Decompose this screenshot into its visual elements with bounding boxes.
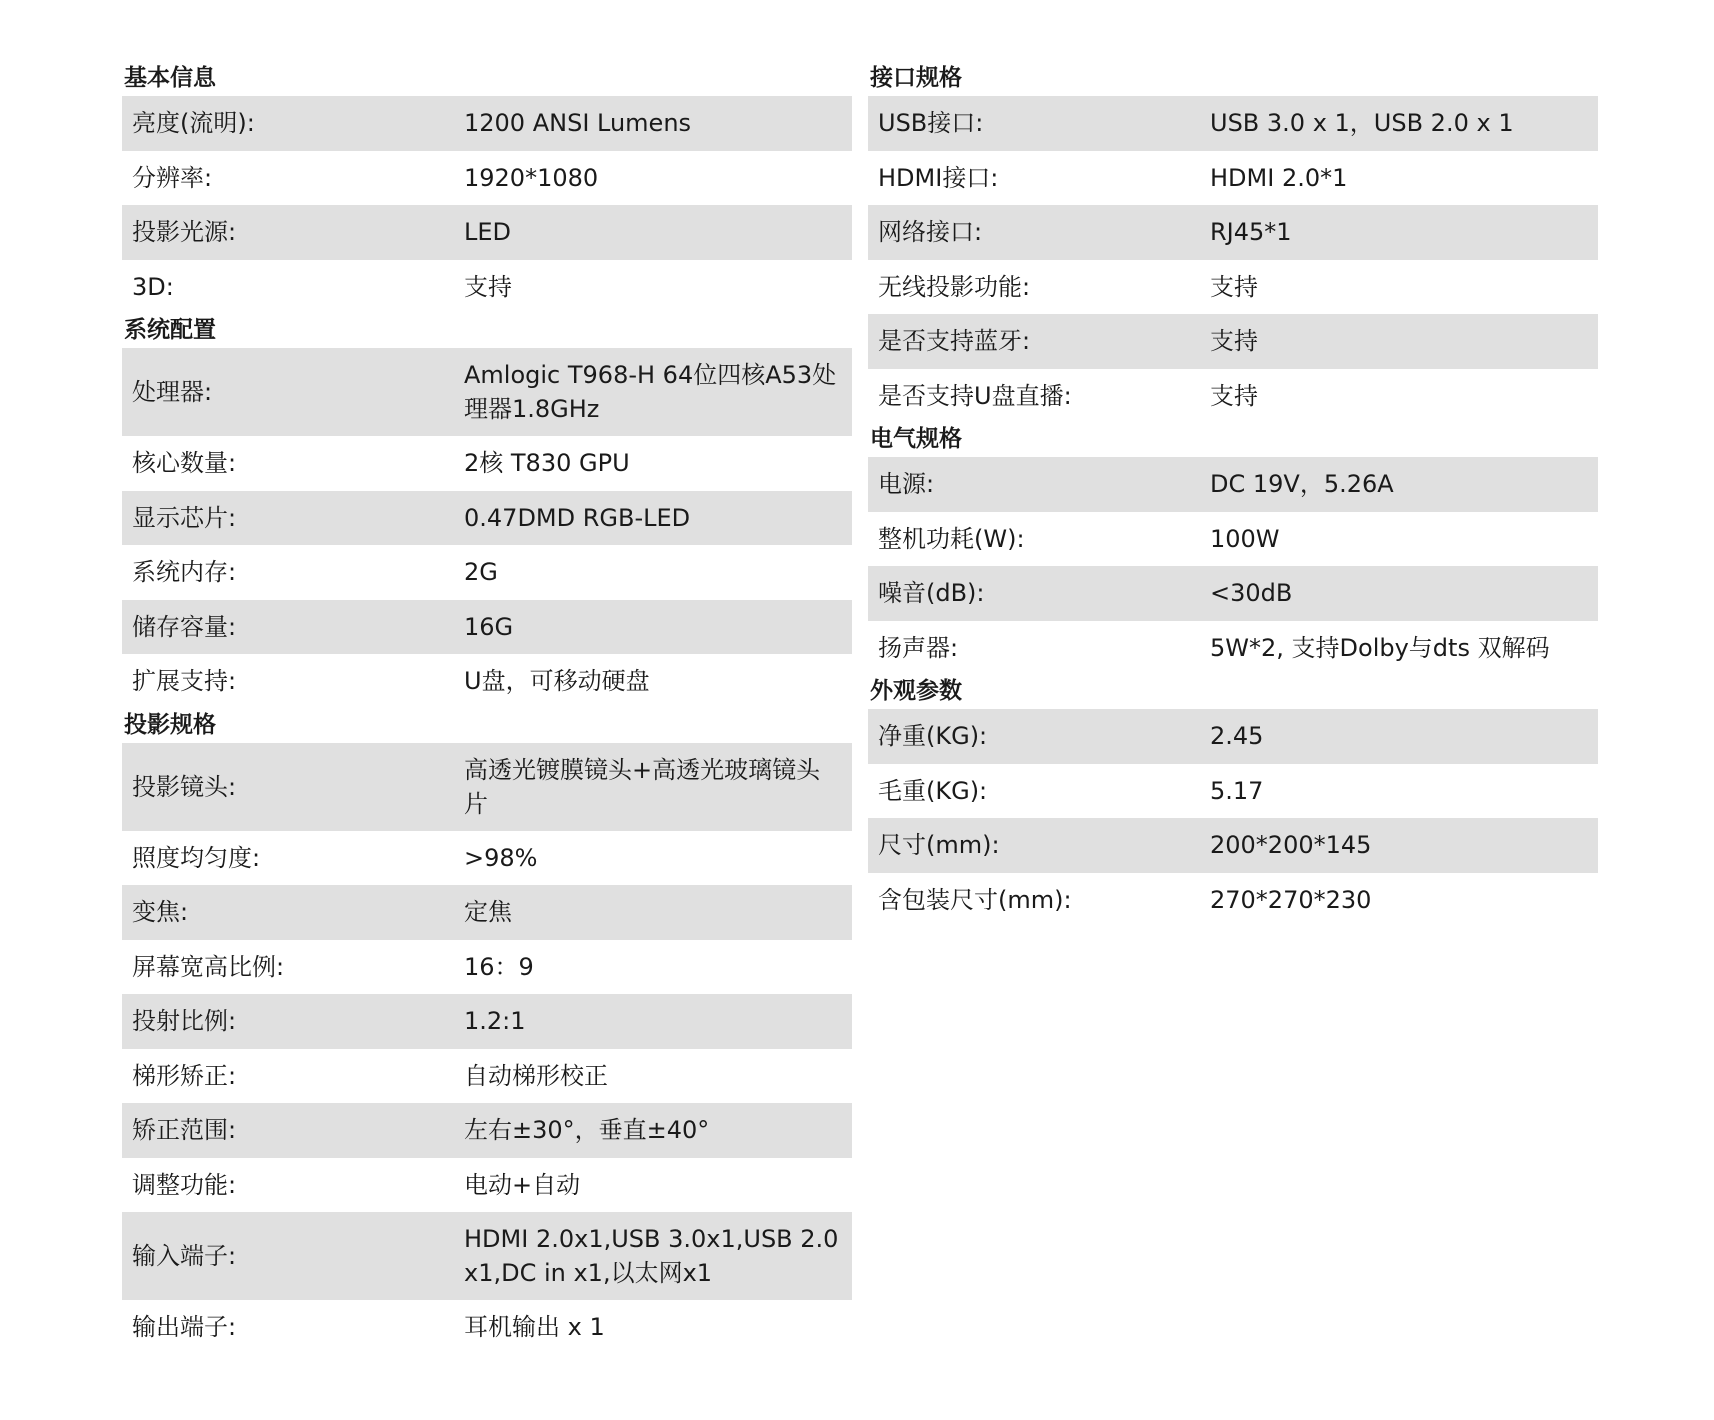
spec-label: 输入端子:: [132, 1242, 237, 1270]
spec-value: <30dB: [1210, 579, 1293, 608]
spec-row-display-chip: [122, 491, 852, 546]
spec-label: 显示芯片:: [132, 503, 237, 532]
spec-value: 1.2:1: [464, 1007, 526, 1036]
section-title-projection-specs: 投影规格: [124, 711, 216, 738]
spec-row-dimensions: [868, 818, 1598, 873]
spec-value: DC 19V，5.26A: [1210, 470, 1394, 499]
spec-label: 屏幕宽高比例:: [132, 952, 285, 981]
spec-value: 自动梯形校正: [464, 1061, 608, 1090]
spec-row-noise: [868, 566, 1598, 621]
spec-label: 扬声器:: [878, 633, 959, 662]
spec-row-storage: [122, 600, 852, 655]
spec-value: 2G: [464, 558, 498, 587]
spec-label: 分辨率:: [132, 163, 213, 192]
spec-label: 3D:: [132, 272, 174, 301]
spec-value: 200*200*145: [1210, 831, 1372, 860]
spec-row-power-consumption: [868, 512, 1598, 567]
spec-label: 投影光源:: [132, 218, 237, 247]
spec-row-speaker: [868, 621, 1598, 676]
spec-value: 1920*1080: [464, 163, 599, 192]
spec-label: 输出端子:: [132, 1313, 237, 1342]
spec-label: 净重(KG):: [878, 722, 988, 751]
spec-value: 支持: [1210, 272, 1258, 301]
spec-value: 左右±30°，垂直±40°: [464, 1116, 710, 1145]
spec-label: HDMI接口:: [878, 163, 999, 192]
spec-label: 噪音(dB):: [878, 579, 985, 608]
spec-row-resolution: [122, 151, 852, 206]
spec-label: 系统内存:: [132, 558, 237, 587]
spec-row-correction-range: [122, 1103, 852, 1158]
spec-row-network: [868, 205, 1598, 260]
spec-label: 照度均匀度:: [132, 843, 261, 872]
spec-value: HDMI 2.0x1,USB 3.0x1,USB 2.0 x1,DC in x1,以太网x1: [464, 1225, 839, 1287]
spec-column-right: [868, 62, 1598, 927]
spec-label: 电源:: [878, 470, 935, 499]
spec-value: Amlogic T968-H 64位四核A53处理器1.8GHz: [464, 361, 837, 423]
spec-value: HDMI 2.0*1: [1210, 163, 1348, 192]
spec-row-memory: [122, 545, 852, 600]
spec-value: 2.45: [1210, 722, 1264, 751]
spec-value: 耳机输出 x 1: [464, 1313, 605, 1342]
spec-value: 支持: [1210, 381, 1258, 410]
spec-label: 亮度(流明):: [132, 109, 255, 138]
spec-row-adjustment: [122, 1158, 852, 1213]
section-title-appearance: 外观参数: [870, 678, 962, 704]
spec-value: USB 3.0 x 1，USB 2.0 x 1: [1210, 109, 1514, 138]
spec-value: LED: [464, 218, 512, 247]
spec-row-zoom: [122, 885, 852, 940]
spec-value: 5.17: [1210, 776, 1264, 805]
spec-label: 含包装尺寸(mm):: [878, 885, 1072, 914]
spec-row-power-supply: [868, 457, 1598, 512]
spec-value: 16：9: [464, 952, 534, 981]
spec-label: 调整功能:: [132, 1170, 237, 1199]
spec-row-light-source: [122, 205, 852, 260]
spec-row-3d: [122, 260, 852, 315]
spec-value: 2核 T830 GPU: [464, 449, 630, 478]
spec-value: 100W: [1210, 524, 1280, 553]
spec-row-gross-weight: [868, 764, 1598, 819]
spec-value: 5W*2, 支持Dolby与dts 双解码: [1210, 633, 1550, 662]
section-title-basic-info: 基本信息: [124, 65, 216, 91]
spec-value: 1200 ANSI Lumens: [464, 109, 692, 138]
spec-column-left: [122, 62, 852, 1355]
spec-row-wireless-projection: [868, 260, 1598, 315]
spec-value: 电动+自动: [464, 1170, 581, 1199]
spec-value: 支持: [1210, 327, 1258, 356]
spec-value: 16G: [464, 612, 514, 641]
spec-value: 0.47DMD RGB-LED: [464, 503, 691, 532]
spec-value: 高透光镀膜镜头+高透光玻璃镜头片: [464, 755, 821, 818]
section-title-electrical-specs: 电气规格: [870, 426, 962, 452]
spec-row-lens: [122, 743, 852, 831]
spec-row-throw-ratio: [122, 994, 852, 1049]
spec-label: 储存容量:: [132, 612, 237, 641]
spec-label: 扩展支持:: [132, 667, 237, 696]
spec-row-usb-playback: [868, 369, 1598, 424]
section-title-interface-specs: 接口规格: [870, 65, 962, 91]
spec-row-net-weight: [868, 709, 1598, 764]
spec-row-output-ports: [122, 1300, 852, 1355]
spec-row-bluetooth: [868, 314, 1598, 369]
spec-row-input-ports: [122, 1212, 852, 1300]
spec-value: RJ45*1: [1210, 218, 1292, 247]
spec-value: 定焦: [464, 898, 512, 927]
spec-row-brightness: [122, 96, 852, 151]
spec-row-expansion: [122, 654, 852, 709]
spec-label: 变焦:: [132, 898, 189, 927]
spec-row-usb: [868, 96, 1598, 151]
spec-value: 270*270*230: [1210, 885, 1372, 914]
spec-row-processor: [122, 348, 852, 436]
spec-label: 无线投影功能:: [878, 272, 1031, 301]
spec-label: 网络接口:: [878, 218, 983, 247]
spec-label: 毛重(KG):: [878, 776, 988, 805]
spec-label: 核心数量:: [132, 449, 237, 478]
spec-label: USB接口:: [878, 109, 984, 138]
spec-label: 投射比例:: [132, 1007, 237, 1036]
spec-label: 处理器:: [132, 378, 213, 406]
spec-label: 是否支持蓝牙:: [878, 327, 1031, 356]
spec-row-aspect-ratio: [122, 940, 852, 995]
spec-value: U盘，可移动硬盘: [464, 667, 650, 696]
spec-label: 整机功耗(W):: [878, 524, 1025, 553]
spec-label: 梯形矫正:: [132, 1061, 237, 1090]
spec-row-uniformity: [122, 831, 852, 886]
spec-label: 投影镜头:: [132, 772, 237, 801]
spec-value: 支持: [464, 272, 512, 301]
spec-row-package-dimensions: [868, 873, 1598, 928]
spec-row-core-count: [122, 436, 852, 491]
spec-row-keystone: [122, 1049, 852, 1104]
spec-row-hdmi: [868, 151, 1598, 206]
spec-label: 尺寸(mm):: [878, 831, 1000, 860]
spec-value: >98%: [464, 843, 538, 872]
section-title-system-config: 系统配置: [124, 317, 216, 343]
spec-label: 是否支持U盘直播:: [878, 381, 1072, 410]
spec-label: 矫正范围:: [132, 1116, 237, 1145]
